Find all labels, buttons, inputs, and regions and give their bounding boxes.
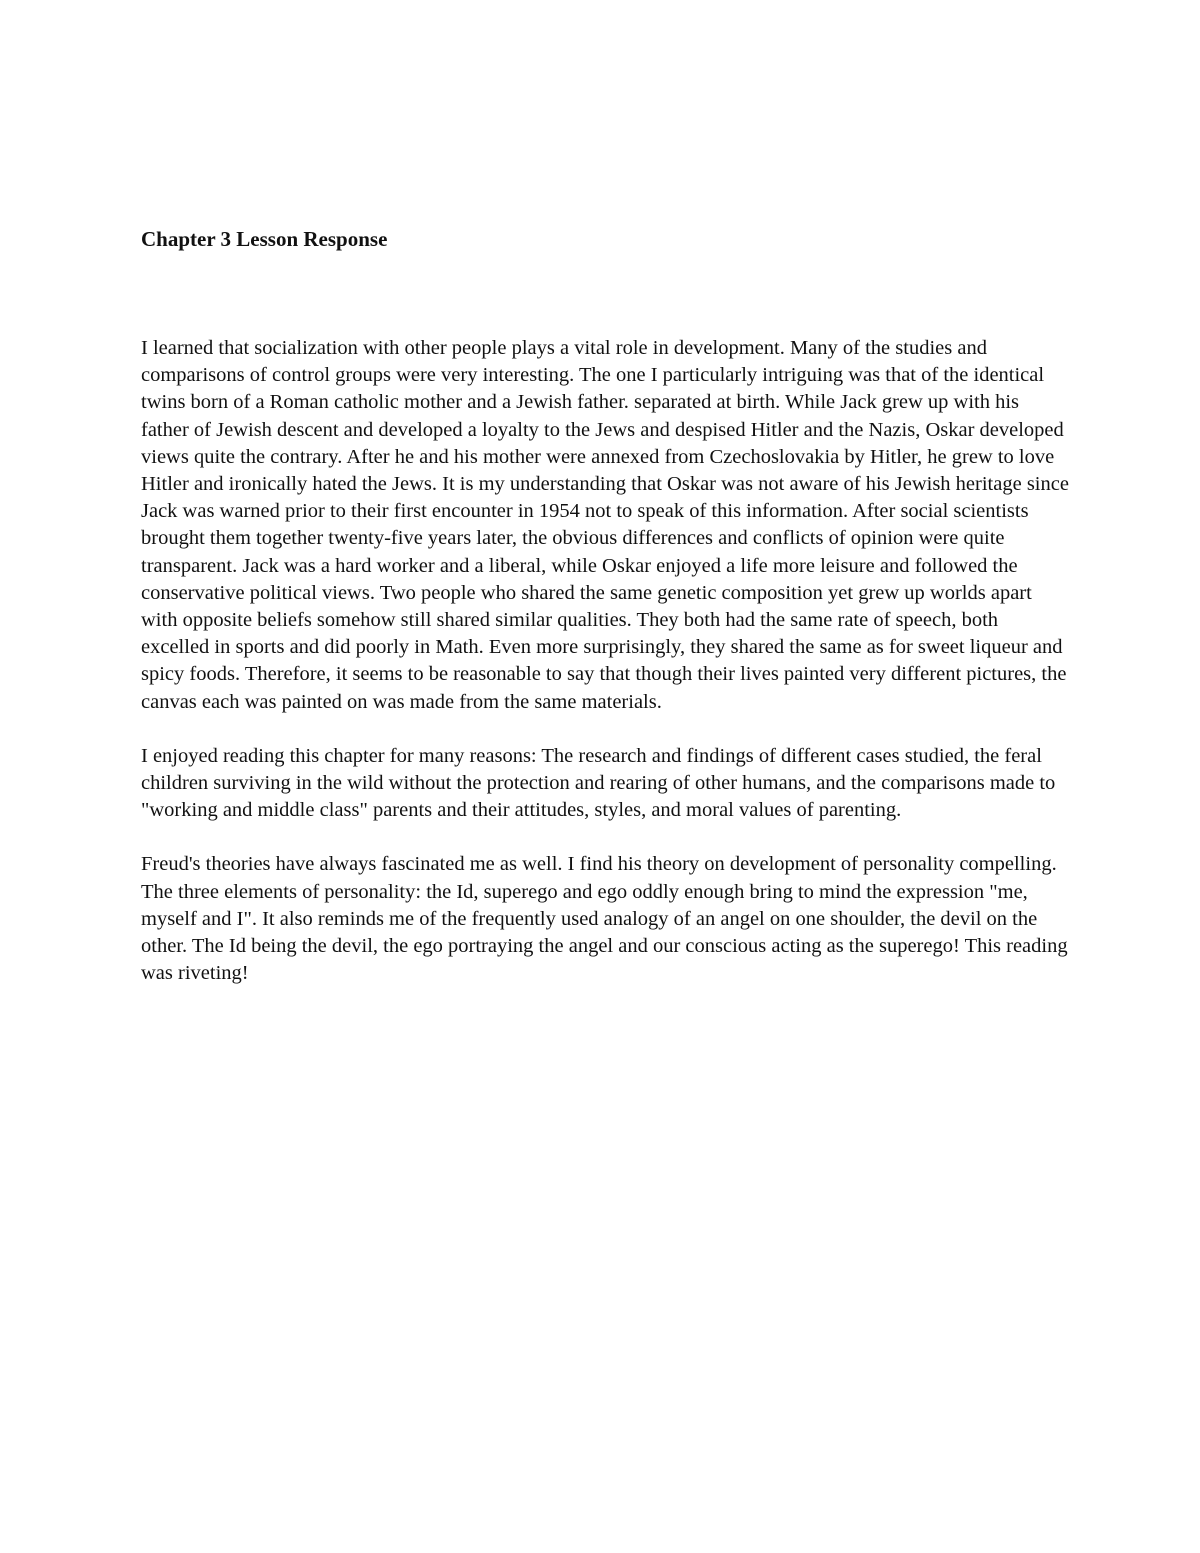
document-body bbox=[141, 225, 1071, 987]
paragraph-chapter-reasons: I enjoyed reading this chapter for many reasons: The research and findings of different cases studied, the feral children surviving in the wild without the protection and rearing of other humans, and the comparisons made to "working and middle class" parents and their attitudes, styles, and moral values of parenting. bbox=[141, 744, 1056, 822]
paragraph-socialization: I learned that socialization with other people plays a vital role in development. Many of the studies and comparisons of control groups were very interesting. The one I particularly intriguing was that of the identical twins born of a Roman catholic mother and a Jewish father. separated at birth. While Jack grew up with his father of Jewish descent and developed a loyalty to the Jews and despised Hitler and the Nazis, Oskar developed views quite the contrary. After he and his mother were annexed from Czechoslovakia by Hitler, he grew to love Hitler and ironically hated the Jews. It is my understanding that Oskar was not aware of his Jewish heritage since Jack was warned prior to their first encounter in 1954 not to speak of this information. After social scientists brought them together twenty-five years later, the obvious differences and conflicts of opinion were quite transparent. Jack was a hard worker and a liberal, while Oskar enjoyed a life more leisure and followed the conservative political views. Two people who shared the same genetic composition yet grew up worlds apart with opposite beliefs somehow still shared similar qualities. They both had the same rate of speech, both excelled in sports and did poorly in Math. Even more surprisingly, they shared the same as for sweet liqueur and spicy foods. Therefore, it seems to be reasonable to say that though their lives painted very different pictures, the canvas each was painted on was made from the same materials. bbox=[141, 337, 1069, 713]
paragraph-freud: Freud's theories have always fascinated me as well. I find his theory on development of personality compelling. The three elements of personality: the Id, superego and ego oddly enough bring to mind the expression "me, myself and I". It also reminds me of the frequently used analogy of an angel on one shoulder, the devil on the other. The Id being the devil, the ego portraying the angel and our conscious acting as the superego! This reading was riveting! bbox=[141, 853, 1068, 985]
document-title: Chapter 3 Lesson Response bbox=[141, 227, 388, 251]
